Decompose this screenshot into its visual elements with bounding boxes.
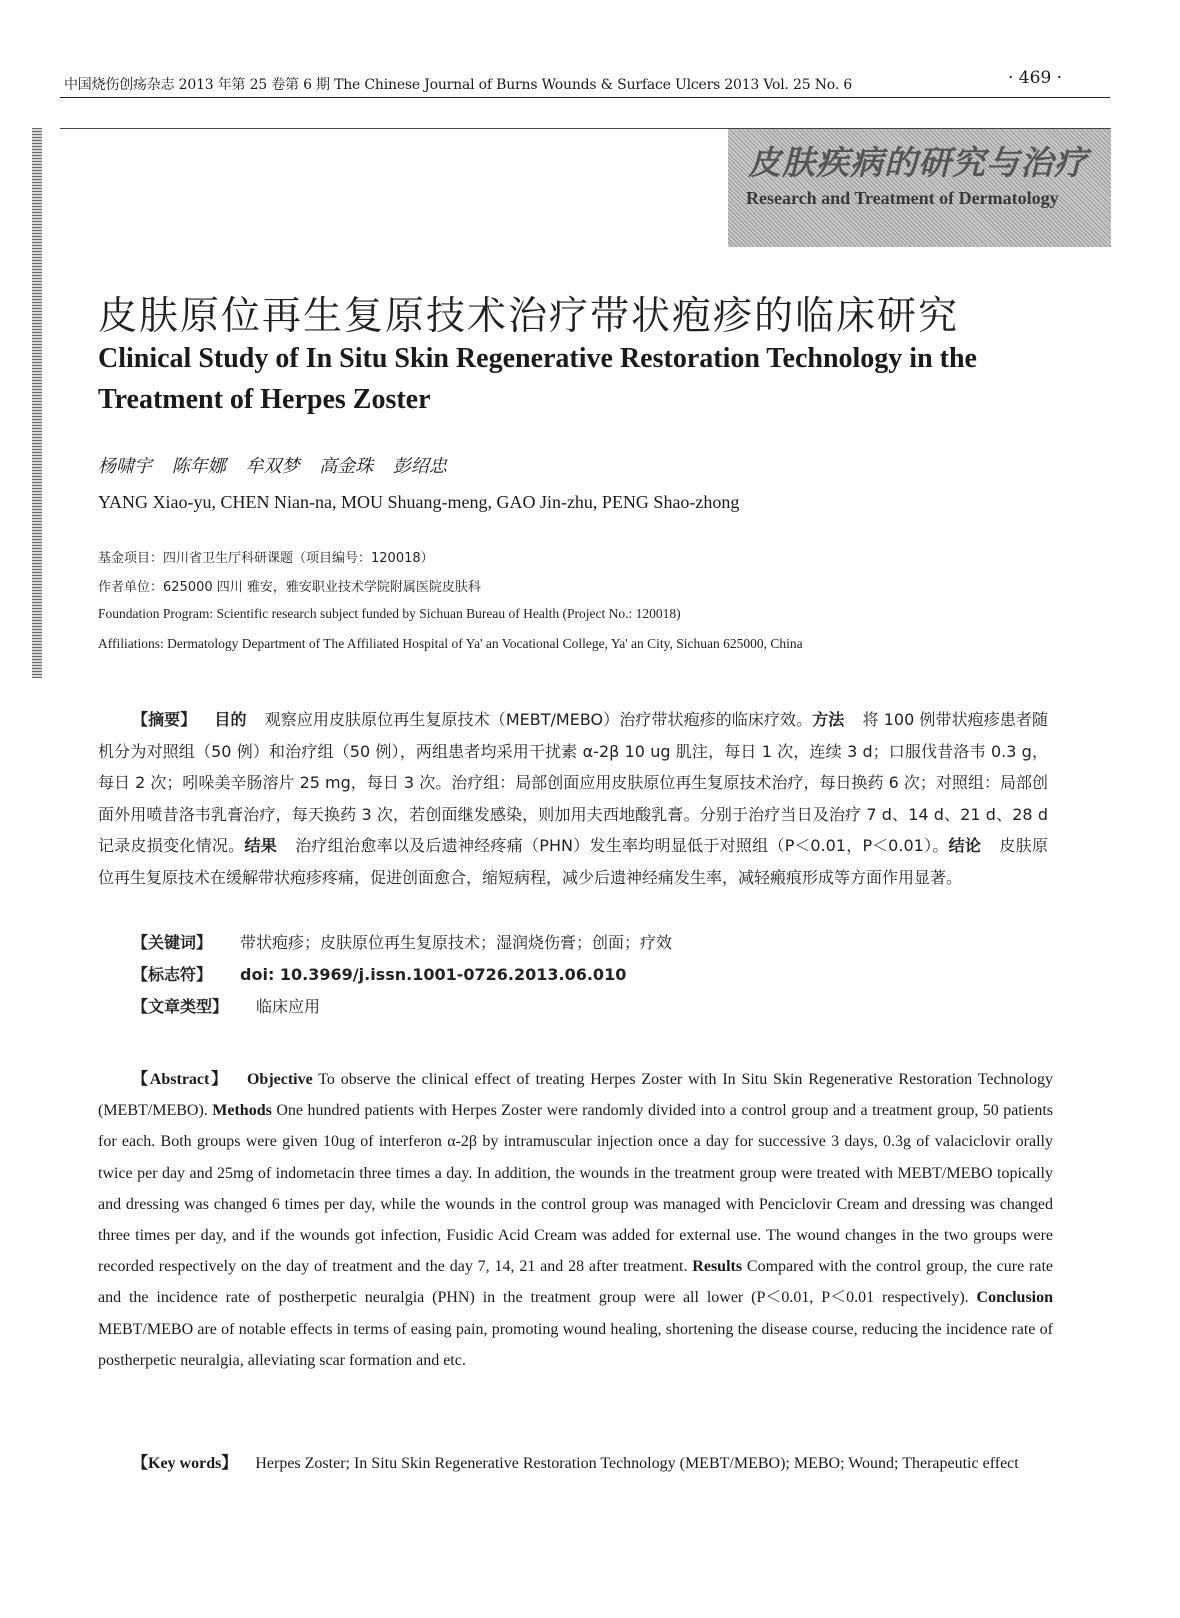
section-title-cn: 皮肤疾病的研究与治疗 [748,143,1088,182]
methods-en-label: Methods [212,1102,272,1120]
results-en-text: Compared with the control group, the cure rate and the incidence rate of postherpetic neuralgia (PHN) in the treatment group were all lower (P＜0.01, P＜0.01 respectively). [98,1258,1054,1307]
keywords-en-value: Herpes Zoster; In Situ Skin Regenerative Restoration Technology (MEBT/MEBO); MEBO; Wound; Therapeutic effect [255,1455,1019,1472]
authors-cn: 杨啸宇 陈年娜 牟双梦 高金珠 彭绍忠 [98,456,447,477]
abstract-cn [98,704,1048,893]
methods-cn-text: 将 100 例带状疱疹患者随机分为对照组（50 例）和治疗组（50 例），两组患者均采用干扰素 α-2β 10 ug 肌注，每日 1 次，连续 3 d；口服伐昔洛韦 0.3 g，每日 2 次；吲哚美辛肠溶片 25 mg，每日 3 次。治疗组：局部创面应用皮肤原位再生复原技术治疗，每日换药 6 次；对照组：局部创面外用喷昔洛韦乳膏治疗，每天换药 3 次，若创面继发感染，则加用夫西地酸乳膏。分别于治疗当日及治疗 7 d、14 d、21 d、28 d 记录皮损变化情况。 [98,710,1048,855]
identifier-cn [132,962,626,985]
keywords-cn-value: 带状疱疹；皮肤原位再生复原技术；湿润烧伤膏；创面；疗效 [240,933,673,952]
abstract-en [98,1064,1053,1376]
page-number: · 469 · [1008,68,1063,88]
doi-value: doi: 10.3969/j.issn.1001-0726.2013.06.010 [240,965,627,984]
results-cn-label: 结果 [244,836,277,855]
section-banner [728,128,1111,247]
objective-en-label: Objective [246,1071,313,1088]
results-en-label: Results [692,1258,743,1276]
conclusion-cn-text: 皮肤原位再生复原技术在缓解带状疱疹疼痛，促进创面愈合，缩短病程，减少后遗神经痛发生率，减轻瘢痕形成等方面作用显著。 [98,836,1048,887]
header-rule [60,97,1110,98]
identifier-cn-label: 【标志符】 [132,965,213,984]
foundation-en: Foundation Program: Scientific research subject funded by Sichuan Bureau of Health (Project No.: 120018) [98,606,681,621]
article-title-en: Clinical Study of In Situ Skin Regenerative Restoration Technology in the Treatment of Herpes Zoster [98,343,977,415]
affiliation-en: Affiliations: Dermatology Department of The Affiliated Hospital of Ya' an Vocational College, Ya' an City, Sichuan 625000, China [98,636,803,651]
article-type-cn-label: 【文章类型】 [132,997,229,1016]
methods-cn-label: 方法 [812,710,845,729]
keywords-en-label: 【Key words】 [132,1455,238,1472]
objective-en-text: To observe the clinical effect of treating Herpes Zoster with In Situ Skin Regenerative Restoration Technology (MEBT/MEBO). [98,1071,1053,1120]
conclusion-en-label: Conclusion [976,1289,1054,1307]
conclusion-cn-label: 结论 [948,836,982,855]
abstract-en-label: 【Abstract】 [132,1071,229,1088]
methods-en-text: One hundred patients with Herpes Zoster were randomly divided into a control group and a treatment group, 50 patients for each. Both groups were given 10ug of interferon α-2β by intramuscular injection once a day for successive 3 days, 0.3g of valaciclovir orally twice per day and 25mg of indometacin three times a day. In addition, the wounds in the treatment group were treated with MEBT/MEBO topically and dressing was changed 6 times per day, while the wounds in the control group was managed with Penciclovir Cream and dressing was changed three times per day, and if the wounds got infection, Fusidic Acid Cream was added for external use. The wound changes in the two groups were recorded respectively on the day of treatment and the day 7, 14, 21 and 28 after treatment. [98,1102,1054,1276]
article-title-cn: 皮肤原位再生复原技术治疗带状疱疹的临床研究 [98,294,960,339]
objective-cn-label: 目的 [214,710,247,729]
section-rule [60,128,730,129]
article-type-cn-value: 临床应用 [256,997,321,1016]
running-header: 中国烧伤创疡杂志 2013 年第 25 卷第 6 期 The Chinese Journal of Burns Wounds & Surface Ulcers 2013 Vol. 25 No. 6 [64,77,852,93]
section-title-en: Research and Treatment of Dermatology [746,188,1059,208]
authors-en: YANG Xiao-yu, CHEN Nian-na, MOU Shuang-meng, GAO Jin-zhu, PENG Shao-zhong [98,492,740,512]
objective-cn-text: 观察应用皮肤原位再生复原技术（MEBT/MEBO）治疗带状疱疹的临床疗效。 [264,710,813,729]
results-cn-text: 治疗组治愈率以及后遗神经疼痛（PHN）发生率均明显低于对照组（P＜0.01，P＜0.01）。 [294,836,949,855]
affiliation-cn: 作者单位：625000 四川 雅安，雅安职业技术学院附属医院皮肤科 [98,580,481,595]
conclusion-en-text: MEBT/MEBO are of notable effects in terms of easing pain, promoting wound healing, shortening the disease course, reducing the incidence rate of postherpetic neuralgia, alleviating scar formation and etc. [98,1320,1053,1369]
keywords-cn [132,930,672,953]
keywords-en [98,1448,1053,1480]
margin-barcode-strip [32,128,42,678]
keywords-cn-label: 【关键词】 [132,933,213,952]
foundation-cn: 基金项目：四川省卫生厅科研课题（项目编号：120018） [98,551,434,566]
abstract-cn-label: 【摘要】 [132,710,197,729]
article-type-cn [132,994,320,1017]
